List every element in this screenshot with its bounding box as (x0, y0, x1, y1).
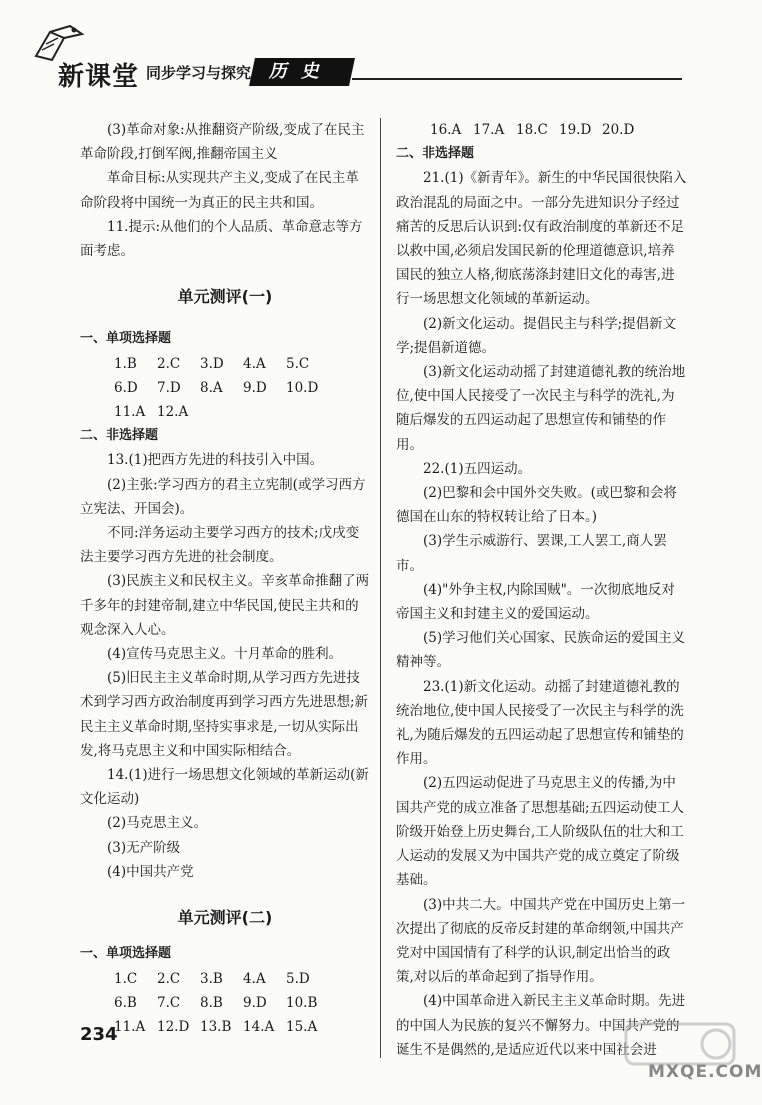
answer-paragraph: (5)旧民主主义革命时期,从学习西方先进技术到学习西方政治制度再到学习西方先进思想;新民主主义革命时期,坚持实事求是,一切从实际出发,将马克思主义和中国实际相结合。 (80, 670, 369, 759)
column-divider (380, 118, 381, 1058)
answer-paragraph: (5)学习他们关心国家、民族命运的爱国主义精神等。 (396, 630, 686, 671)
answer-paragraph: (4)中国共产党 (107, 863, 194, 880)
answer-paragraph: (2)巴黎和会中国外交失败。(或巴黎和会将德国在山东的特权转让给了日本。) (396, 485, 677, 526)
answer-row: 11.A 12.D 13.B 14.A 15.A (114, 1018, 318, 1035)
watermark-logo-icon (620, 1020, 740, 1098)
answer-paragraph: (4)"外争主权,内除国贼"。一次彻底地反对帝国主义和封建主义的爱国运动。 (396, 581, 675, 623)
subject-badge: 历史 (249, 58, 355, 86)
answer-paragraph: (4)宣传马克思主义。十月革命的胜利。 (107, 646, 343, 663)
answer-paragraph: (3)中共二大。中国共产党在中国历史上第一次提出了彻底的反帝反封建的革命纲领,中国共产党对中国国情有了科学的认识,制定出恰当的政策,对以后的革命起到了指导作用。 (396, 896, 686, 986)
answer-paragraph: 22.(1)五四运动。 (423, 460, 532, 477)
series-subtitle: 同步学习与探究 (146, 64, 252, 82)
brand-title: 新课堂 (58, 62, 140, 92)
answer-paragraph: 不同:洋务运动主要学习西方的技术;戊戌变法主要学习西方先进的社会制度。 (80, 525, 360, 566)
answer-paragraph: 11.提示:从他们的个人品质、革命意志等方面考虑。 (80, 218, 363, 260)
answer-row: 1.C 2.C 3.B 4.A 5.D (114, 970, 310, 987)
answer-paragraph: (4)中国革命进入新民主主义革命时期。先进的中国人为民族的复兴不懈努力。中国共产党的诞生不是偶然的,是适应近代以来中国社会进 (396, 993, 686, 1058)
answer-paragraph: (3)民族主义和民权主义。辛亥革命推翻了两千多年的封建帝制,建立中华民国,使民主共和的观念深入人心。 (80, 573, 370, 638)
answer-paragraph: 革命目标:从实现共产主义,变成了在民主革命阶段将中国统一为真正的民主共和国。 (80, 170, 359, 211)
answer-row: 6.B 7.C 8.B 9.D 10.B (114, 994, 318, 1011)
answer-row: 6.D 7.D 8.A 9.D 10.D (114, 379, 319, 396)
answer-paragraph: (3)新文化运动动摇了封建道德礼教的统治地位,使中国人民接受了一次民主与科学的洗礼,为随后爆发的五四运动起了思想宣传和铺垫的作用。 (396, 364, 686, 453)
answer-row: 1.B 2.C 3.D 4.A 5.C (114, 355, 310, 372)
answer-paragraph: (3)革命对象:从推翻资产阶级,变成了在民主革命阶段,打倒军阀,推翻帝国主义 (80, 122, 365, 163)
answer-paragraph: (2)五四运动促进了马克思主义的传播,为中国共产党的成立准备了思想基础;五四运动使工人阶级开始登上历史舞台,工人阶级队伍的壮大和工人运动的发展又为中国共产党的成立奠定了阶级基础。 (396, 775, 685, 889)
watermark-text: MXQE.COM (648, 1062, 762, 1082)
answer-paragraph: (2)新文化运动。提倡民主与科学;提倡新文学;提倡新道德。 (396, 315, 677, 356)
page-header (0, 0, 750, 110)
answer-row: 11.A 12.A (114, 404, 189, 421)
section-heading: 二、非选择题 (396, 146, 475, 162)
section-heading: 二、非选择题 (80, 428, 159, 444)
answer-paragraph: (2)主张:学习西方的君主立宪制(或学习西方立宪法、开国会)。 (80, 476, 366, 517)
unit-title: 单元测评(一) (177, 287, 273, 307)
right-column (396, 118, 688, 1062)
answer-paragraph: 21.(1)《新青年》。新生的中华民国很快陷入政治混乱的局面之中。一部分先进知识分子经过痛苦的反思后认识到:仅有政治制度的革新还不足以救中国,必须启发国民新的伦理道德意识,培养国民的独立人格,彻底荡涤封建旧文化的毒害,进行一场思想文化领域的革新运动。 (396, 170, 687, 308)
answer-row: 16.A 17.A 18.C 19.D 20.D (430, 122, 635, 138)
section-heading: 一、单项选择题 (80, 331, 172, 347)
header-rule (352, 78, 682, 80)
answer-paragraph: (2)马克思主义。 (107, 815, 208, 832)
unit-title: 单元测评(二) (177, 908, 273, 928)
left-column (80, 118, 370, 1039)
answer-paragraph: 14.(1)进行一场思想文化领域的革新运动(新文化运动) (80, 767, 369, 808)
answer-paragraph: (3)学生示威游行、罢课,工人罢工,商人罢市。 (396, 533, 667, 574)
answer-paragraph: (3)无产阶级 (107, 839, 181, 856)
answer-paragraph: 23.(1)新文化运动。动摇了封建道德礼教的统治地位,使中国人民接受了一次民主与科学的洗礼,为随后爆发的五四运动起了思想宣传和铺垫的作用。 (396, 678, 684, 768)
answer-paragraph: 13.(1)把西方先进的科技引入中国。 (107, 452, 324, 469)
page-number: 234 (80, 1024, 118, 1045)
section-heading: 一、单项选择题 (80, 946, 172, 962)
